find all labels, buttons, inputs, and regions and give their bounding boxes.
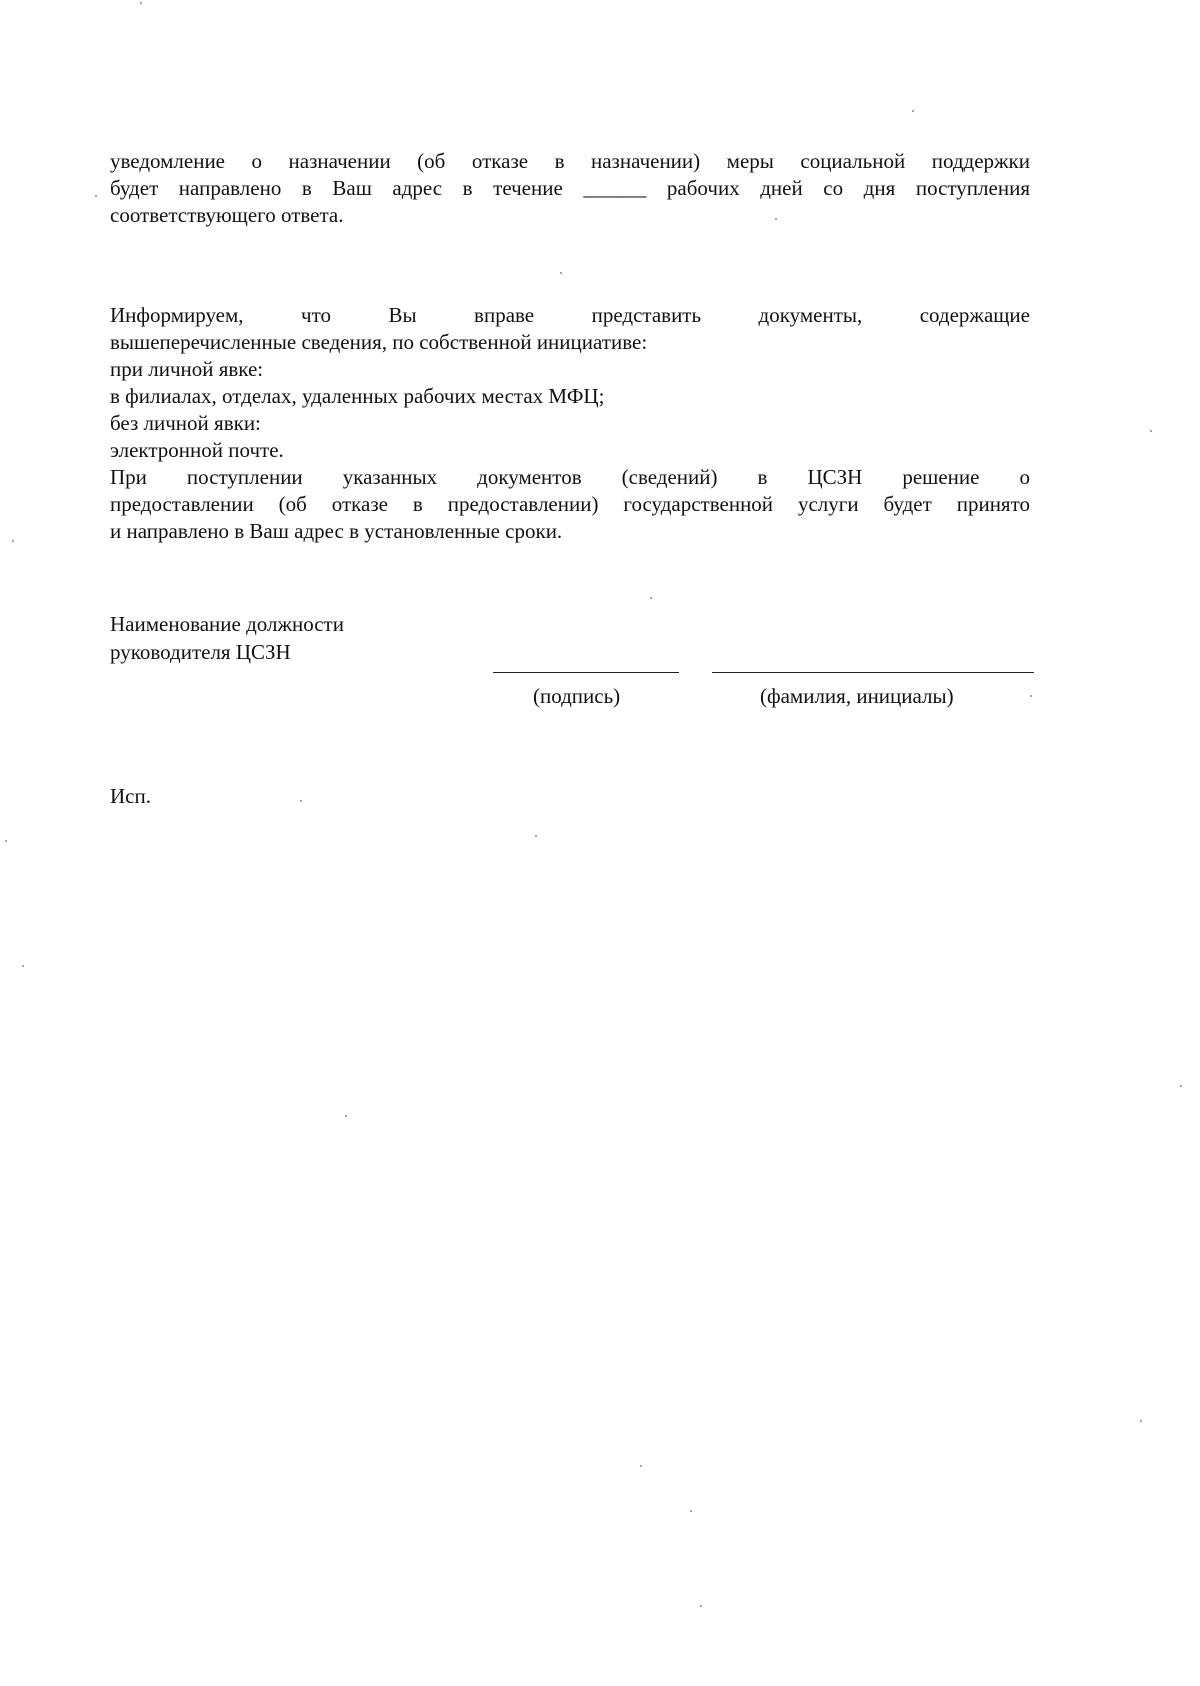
info-paragraph bbox=[110, 302, 1030, 545]
position-line: Наименование должности bbox=[110, 612, 344, 636]
notice-paragraph bbox=[110, 148, 1030, 229]
text-line: Информируем, что Вы вправе представить документы, содержащие bbox=[110, 303, 1030, 327]
text-line: предоставлении (об отказе в предоставлении) государственной услуги будет принято bbox=[110, 492, 1030, 516]
scan-speck bbox=[5, 840, 7, 842]
text-line: При поступлении указанных документов (сведений) в ЦСЗН решение о bbox=[110, 465, 1030, 489]
scan-speck bbox=[12, 540, 14, 542]
scan-speck bbox=[650, 597, 652, 599]
scan-speck bbox=[560, 272, 562, 274]
text-line: при личной явке: bbox=[110, 357, 264, 381]
scan-speck bbox=[300, 800, 302, 802]
text-line: уведомление о назначении (об отказе в назначении) меры социальной поддержки bbox=[110, 149, 1030, 173]
name-caption: (фамилия, инициалы) bbox=[760, 684, 954, 708]
scan-speck bbox=[22, 965, 24, 967]
text-line: вышеперечисленные сведения, по собственной инициативе: bbox=[110, 330, 648, 354]
scan-speck bbox=[95, 195, 97, 197]
scan-speck bbox=[700, 1605, 702, 1607]
signature-line bbox=[493, 672, 679, 673]
scan-speck bbox=[690, 1510, 692, 1512]
text-line: без личной явки: bbox=[110, 411, 261, 435]
scan-speck bbox=[140, 2, 142, 4]
scan-speck bbox=[535, 835, 537, 837]
text-line: электронной почте. bbox=[110, 438, 284, 462]
text-line: в филиалах, отделах, удаленных рабочих местах МФЦ; bbox=[110, 384, 605, 408]
scan-speck bbox=[775, 218, 777, 220]
position-title bbox=[110, 610, 470, 666]
text-line: соответствующего ответа. bbox=[110, 203, 344, 227]
scan-speck bbox=[640, 1465, 642, 1467]
text-line: будет направлено в Ваш адрес в течение ______ рабочих дней со дня поступления bbox=[110, 176, 1030, 200]
text-line: и направлено в Ваш адрес в установленные сроки. bbox=[110, 519, 563, 543]
position-line: руководителя ЦСЗН bbox=[110, 640, 291, 664]
scan-speck bbox=[912, 110, 914, 112]
name-line bbox=[712, 672, 1034, 673]
signature-caption: (подпись) bbox=[533, 684, 621, 708]
scan-speck bbox=[1030, 695, 1032, 697]
scan-speck bbox=[1180, 1085, 1182, 1087]
scan-speck bbox=[1150, 430, 1152, 432]
scan-speck bbox=[345, 1115, 347, 1117]
scan-speck bbox=[1140, 1420, 1142, 1422]
executor-label: Исп. bbox=[110, 784, 151, 808]
